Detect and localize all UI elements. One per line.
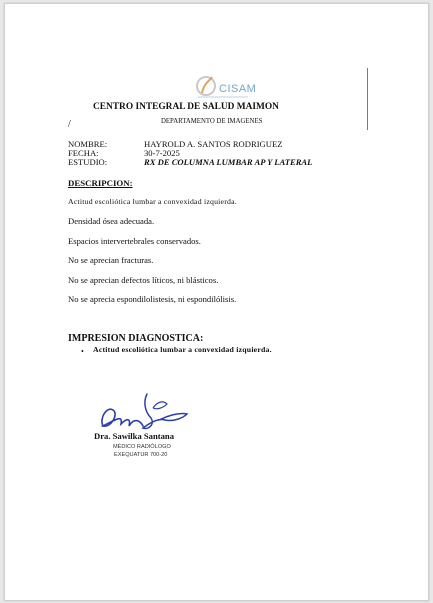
department-title: DEPARTAMENTO DE IMAGENES — [161, 118, 263, 125]
description-heading: DESCRIPCION: — [68, 178, 133, 188]
margin-divider — [367, 68, 368, 130]
name-value: HAYROLD A. SANTOS RODRIGUEZ — [144, 139, 283, 149]
handwritten-signature — [93, 388, 193, 436]
study-value: RX DE COLUMNA LUMBAR AP Y LATERAL — [144, 157, 313, 167]
bullet-icon: • — [81, 347, 84, 356]
name-label: NOMBRE: — [68, 139, 108, 149]
institution-title: CENTRO INTEGRAL DE SALUD MAIMON — [93, 102, 279, 112]
signature-role: MÉDICO RADIÓLOGO — [113, 444, 171, 450]
document-page — [4, 3, 429, 601]
description-line: Espacios intervertebrales conservados. — [68, 236, 201, 246]
description-line: Densidad ósea adecuada. — [68, 216, 155, 226]
signature-exequatur: EXEQUATUR 700-20 — [114, 452, 168, 458]
description-line: No se aprecia espondilolistesis, ni espondilólisis. — [68, 294, 237, 304]
impression-heading: IMPRESION DIAGNOSTICA: — [68, 333, 204, 344]
description-line: Actitud escoliótica lumbar a convexidad izquierda. — [68, 197, 237, 206]
description-line: No se aprecian fracturas. — [68, 255, 154, 265]
impression-item: Actitud escoliótica lumbar a convexidad izquierda. — [93, 345, 272, 354]
signature-name: Dra. Sawilka Santana — [94, 431, 174, 441]
date-label: FECHA: — [68, 148, 99, 158]
study-label: ESTUDIO: — [68, 157, 108, 167]
date-value: 30-7-2025 — [144, 148, 180, 158]
description-line: No se aprecian defectos líticos, ni blásticos. — [68, 275, 219, 285]
logo-text: CISAM — [219, 83, 257, 95]
slash-mark: / — [68, 119, 71, 130]
